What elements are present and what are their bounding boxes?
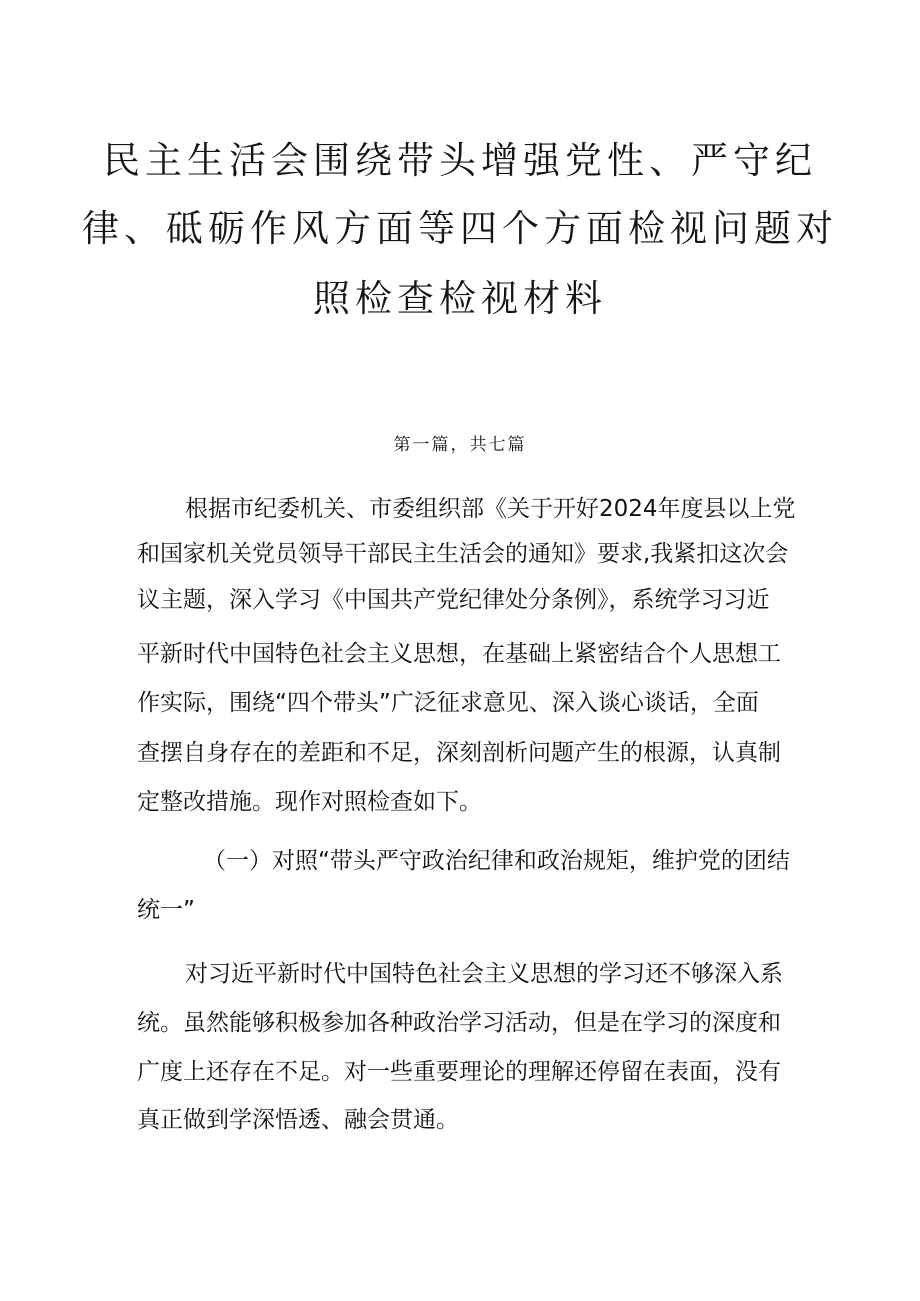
paragraph-line: 广度上还存在不足。对一些重要理论的理解还停留在表面，没有 [137, 1059, 781, 1085]
intro-line: 根据市纪委机关、市委组织部《关于开好2024年度县以上党 [185, 496, 796, 522]
intro-line: 查摆自身存在的差距和不足，深刻剖析问题产生的根源，认真制 [137, 740, 781, 766]
section-heading-line: 统一” [137, 897, 195, 923]
document-title-line-3: 照检查检视材料 [313, 277, 607, 320]
intro-line: 和国家机关党员领导干部民主生活会的通知》要求,我紧扣这次会 [137, 541, 789, 567]
section-heading-line: （一）对照“带头严守政治纪律和政治规矩，维护党的团结 [203, 848, 790, 874]
intro-line: 作实际，围绕“四个带头”广泛征求意见、深入谈心谈话，全面 [137, 690, 759, 716]
paragraph-line: 统。虽然能够积极参加各种政治学习活动，但是在学习的深度和 [137, 1010, 781, 1036]
paragraph-line: 真正做到学深悟透、融会贯通。 [137, 1107, 459, 1133]
document-title-line-1: 民主生活会围绕带头增强党性、严守纪 [103, 139, 817, 182]
document-subtitle: 第一篇，共七篇 [393, 435, 527, 455]
intro-line: 定整改措施。现作对照检查如下。 [137, 789, 482, 815]
intro-line: 平新时代中国特色社会主义思想，在基础上紧密结合个人思想工 [137, 641, 781, 667]
paragraph-line: 对习近平新时代中国特色社会主义思想的学习还不够深入系 [185, 961, 783, 987]
intro-line: 议主题，深入学习《中国共产党纪律处分条例》，系统学习习近 [137, 587, 770, 613]
document-title-line-2: 律、砥砺作风方面等四个方面检视问题对 [82, 207, 838, 250]
